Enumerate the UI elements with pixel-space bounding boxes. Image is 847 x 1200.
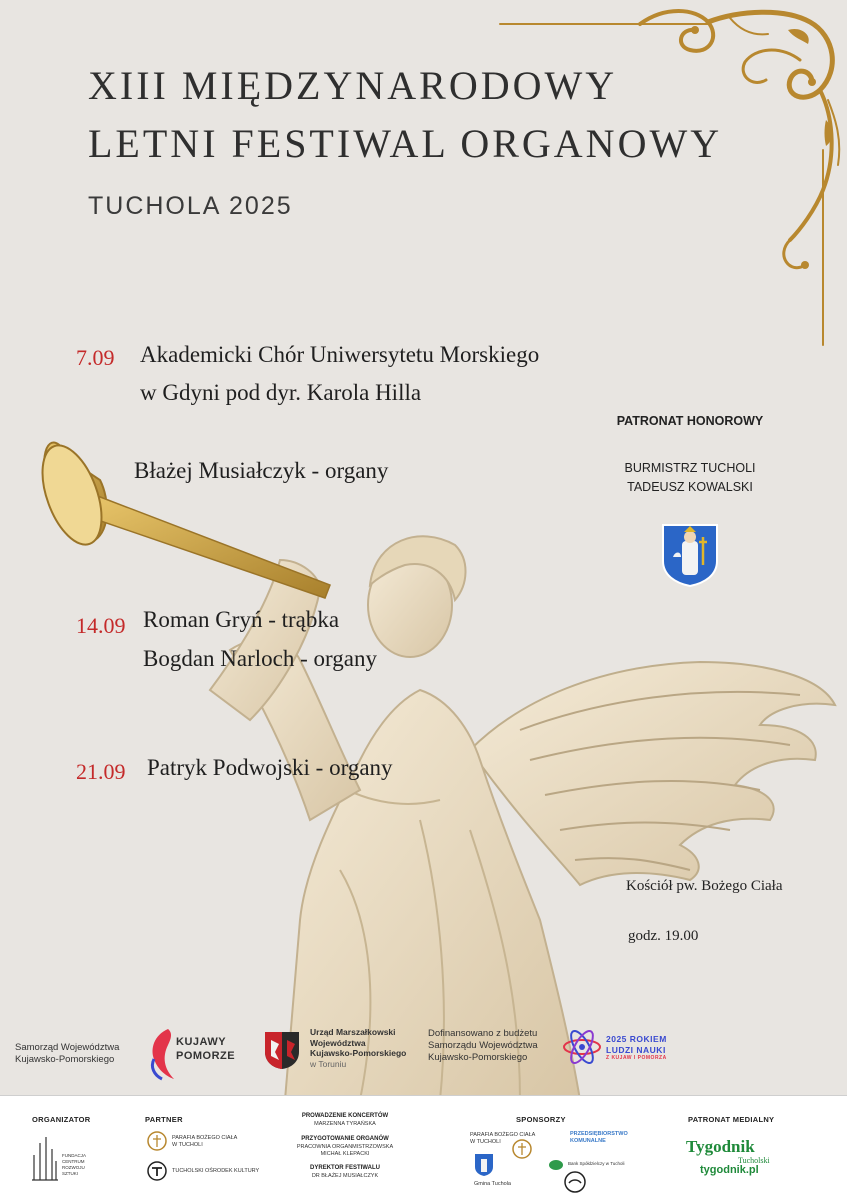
sponsor-pk: PRZEDSIĘBIORSTWO KOMUNALNE	[570, 1131, 628, 1145]
fundacja-name: FUNDACJA CENTRUM ROZWOJU SZTUKI	[62, 1153, 87, 1176]
media-heading: PATRONAT MEDIALNY	[688, 1115, 775, 1124]
organizator-heading: ORGANIZATOR	[32, 1115, 91, 1124]
venue-time: godz. 19.00	[628, 928, 699, 944]
credit-value-2a: PRACOWNIA ORGANMISTRZOWSKA	[296, 1144, 394, 1150]
gold-ornament-icon	[490, 0, 847, 350]
credit-heading-2: PRZYGOTOWANIE ORGANÓW	[301, 1136, 389, 1142]
parish-seal-icon	[147, 1131, 167, 1151]
angel-trumpet-illustration	[0, 400, 847, 1100]
tuchola-crest-icon	[661, 523, 719, 587]
patronage-heading: PATRONAT HONOROWY	[616, 414, 764, 428]
sponsors-heading: SPONSORZY	[516, 1115, 566, 1124]
tok-logo-icon	[147, 1161, 167, 1181]
urzad-marszalkowski-logo: Urząd Marszałkowski Województwa Kujawsko-Pomorskiego w Toruniu	[310, 1027, 407, 1069]
dofinansowanie-note: Dofinansowano z budżetu Samorządu Województwa Kujawsko-Pomorskiego	[428, 1028, 538, 1063]
concert-1-line-3: Błażej Musiałczyk - organy	[134, 458, 389, 483]
partner-heading: PARTNER	[145, 1115, 183, 1124]
festival-title-line2: LETNI FESTIWAL ORGANOWY	[88, 121, 723, 166]
sponsor-bank: Bank Spółdzielczy w Tucholi	[568, 1161, 625, 1166]
venue-place: Kościół pw. Bożego Ciała	[626, 878, 783, 894]
credit-heading-1: PROWADZENIE KONCERTÓW	[301, 1113, 389, 1119]
fundacja-logo-icon	[32, 1135, 58, 1181]
sponsor-parish-seal-icon	[512, 1139, 532, 1159]
kujawy-pomorze-logo: KUJAWY POMORZE	[176, 1036, 236, 1062]
footer-divider	[0, 1095, 847, 1096]
kujawy-pomorze-icon	[146, 1027, 176, 1082]
footer	[0, 1095, 847, 1200]
credit-value-1: MARZENNA TYRAŃSKA	[314, 1121, 376, 1127]
concert-1-line-2: w Gdyni pod dyr. Karola Hilla	[140, 380, 422, 405]
credit-heading-3: DYREKTOR FESTIWALU	[310, 1165, 380, 1171]
festival-subtitle: TUCHOLA 2025	[88, 192, 293, 220]
bank-logo-icon	[548, 1159, 564, 1171]
patronage-line-1: BURMISTRZ TUCHOLI	[624, 461, 756, 475]
atom-icon	[562, 1028, 602, 1066]
tygodnik-url[interactable]: tygodnik.pl	[700, 1164, 759, 1176]
tygodnik-logo: Tygodnik	[686, 1137, 755, 1156]
voivodeship-coat-of-arms-icon	[263, 1030, 301, 1070]
concert-3-line-1: Patryk Podwojski - organy	[147, 755, 393, 780]
credit-value-3: DR BŁAŻEJ MUSIAŁCZYK	[311, 1173, 379, 1179]
gmina-crest-icon	[474, 1153, 494, 1177]
concert-2-line-2: Bogdan Narloch - organy	[143, 646, 377, 671]
concert-date-2: 14.09	[76, 613, 126, 638]
patronage-line-2: TADEUSZ KOWALSKI	[627, 480, 753, 494]
samorzad-logo: Samorząd Województwa Kujawsko-Pomorskiego	[15, 1042, 120, 1065]
concert-2-line-1: Roman Gryń - trąbka	[143, 607, 340, 632]
sponsor-parish: PARAFIA BOŻEGO CIAŁA W TUCHOLI	[470, 1132, 536, 1146]
partner-parish: PARAFIA BOŻEGO CIAŁA W TUCHOLI	[172, 1135, 238, 1149]
sponsor-gmina: Gmina Tuchola	[474, 1181, 511, 1187]
concert-1-line-1: Akademicki Chór Uniwersytetu Morskiego	[140, 342, 540, 367]
concert-date-1: 7.09	[76, 345, 115, 370]
sponsor-round-logo-icon	[564, 1171, 586, 1193]
rok-ludzi-nauki-logo: 2025 ROKIEM LUDZI NAUKI Z KUJAW I POMORZA	[606, 1034, 667, 1062]
partner-tok: TUCHOLSKI OŚRODEK KULTURY	[172, 1168, 260, 1174]
festival-title-line1: XIII MIĘDZYNARODOWY	[88, 63, 618, 108]
concert-date-3: 21.09	[76, 759, 126, 784]
credit-value-2b: MICHAŁ KLEPACKI	[320, 1151, 370, 1157]
tygodnik-sub: Tucholski	[738, 1156, 770, 1165]
